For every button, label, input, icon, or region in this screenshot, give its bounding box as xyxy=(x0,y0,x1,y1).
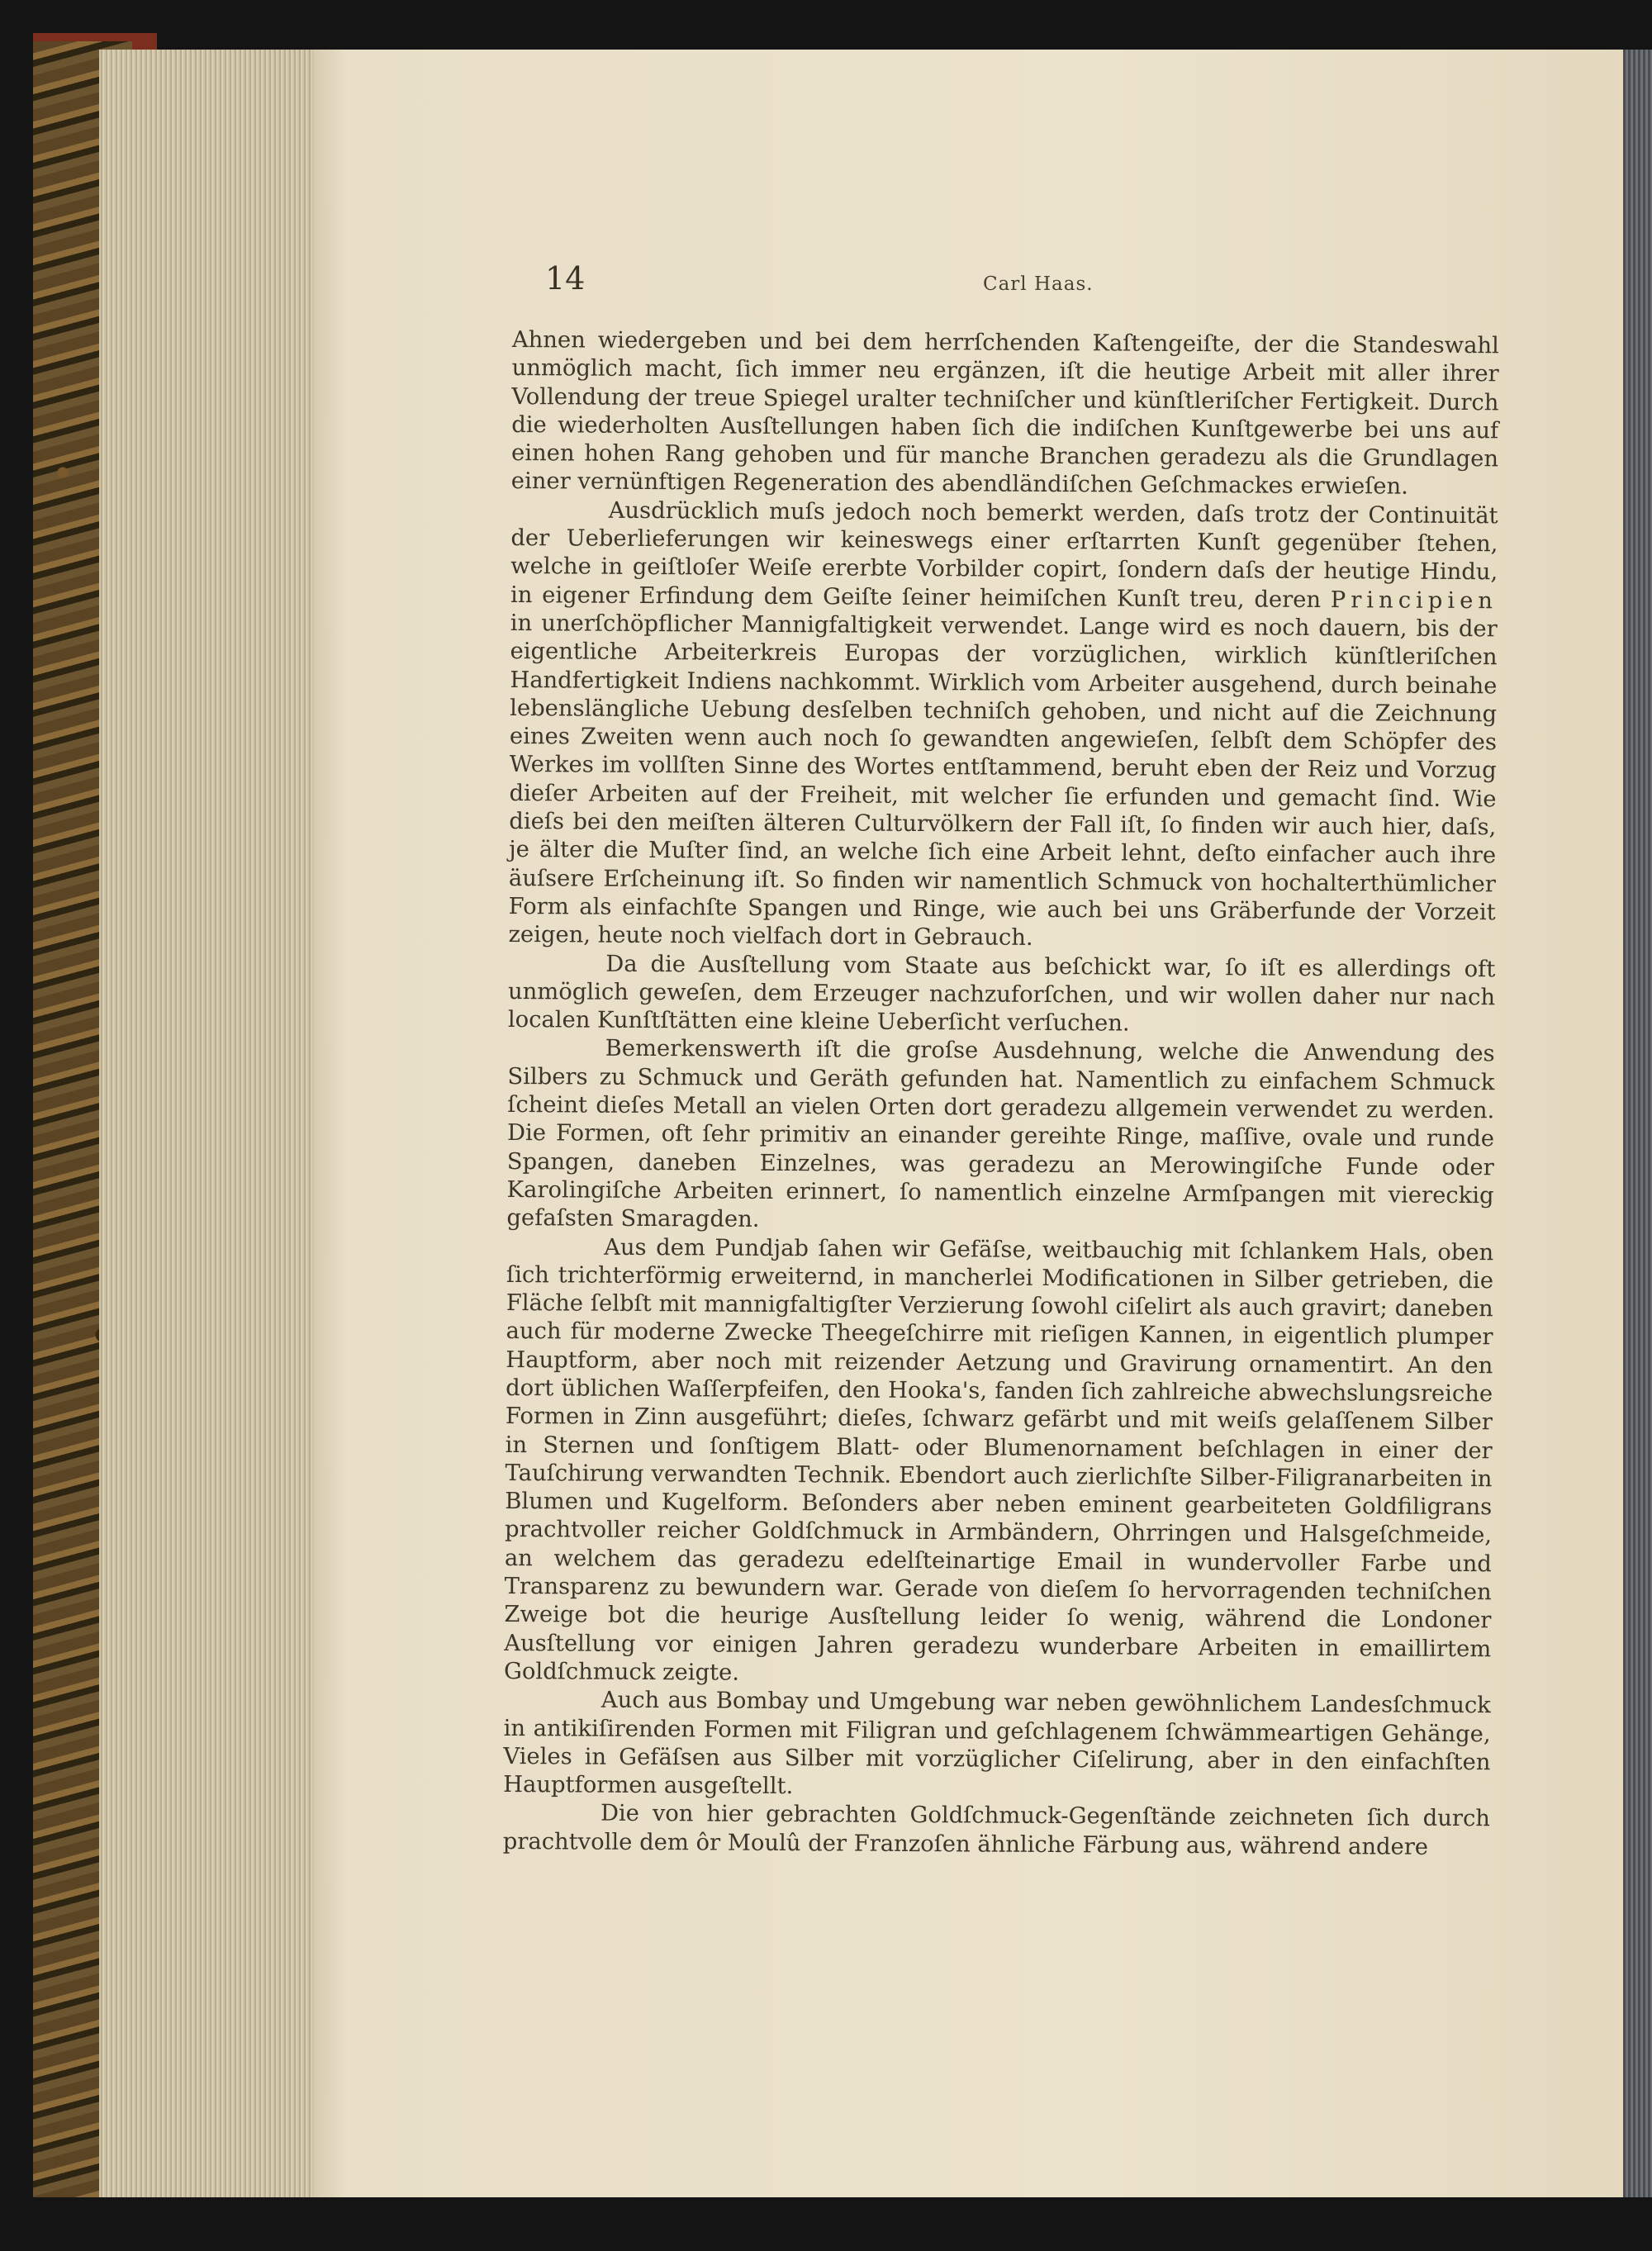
paragraph-1: Ahnen wiedergeben und bei dem herrſchenden Kaſtengeiſte, der die Standeswahl unmöglich macht, ſich immer neu ergänzen, iſt die heutige Arbeit mit aller ihrer Vollendung der treue Spiegel uralter techniſcher und künſtleriſcher Fertigkeit. Durch die wiederholten Ausſtellungen haben ſich die indiſchen Kunſtgewerbe bei uns auf einen hohen Rang gehoben und für manche Branchen geradezu als die Grundlagen einer vernünftigen Regeneration des abendländiſchen Geſchmackes erwieſen. xyxy=(510,326,1499,501)
paragraph-2 xyxy=(508,496,1498,956)
paragraph-5: Aus dem Pundjab ſahen wir Gefäſse, weitbauchig mit ſchlankem Hals, oben ſich trichterförmig erweiternd, in mancherlei Modificationen in Silber getrieben, die Fläche ſelbſt mit mannigfaltigſter Verzierung ſowohl ciſelirt als auch gravirt; daneben auch für moderne Zwecke Theegeſchirre mit rieſigen Kannen, in eigentlich plumper Hauptform, aber noch mit reizender Aetzung und Gravirung ornamentirt. An den dort üblichen Waſſerpfeifen, den Hooka's, fanden ſich zahlreiche abwechslungsreiche Formen in Zinn ausgeführt; dieſes, ſchwarz gefärbt und mit weiſs gelaſſenem Silber in Sternen und ſonſtigem Blatt- oder Blumenornament beſchlagen in einer der Tauſchirung verwandten Technik. Ebendort auch zierlichſte Silber-Filigranarbeiten in Blumen und Kugelform. Beſonders aber neben eminent gearbeiteten Goldfiligrans prachtvoller reicher Goldſchmuck in Armbändern, Ohrringen und Halsgeſchmeide, an welchem das geradezu edelſteinartige Email in wundervoller Farbe und Transparenz zu bewundern war. Gerade von dieſem ſo hervorragenden techniſchen Zweige bot die heurige Ausſtellung leider ſo wenig, während die Londoner Ausſtellung vor einigen Jahren geradezu wunderbare Arbeiten in emaillirtem Goldſchmuck zeigte. xyxy=(503,1234,1494,1686)
spaced-word: Principien xyxy=(1330,586,1498,614)
page-edges xyxy=(99,50,314,2197)
paragraph-7: Die von hier gebrachten Goldſchmuck-Gegenſtände zeichneten ſich durch prachtvolle dem ôr Moulû der Franzoſen ähnliche Färbung aus, während andere xyxy=(502,1801,1491,1860)
running-head: Carl Haas. xyxy=(983,273,1094,295)
paragraph-4: Bemerkenswerth iſt die groſse Ausdehnung, welche die Anwendung des Silbers zu Schmuck und Geräth gefunden hat. Namentlich zu einfachem Schmuck ſcheint dieſes Metall an vielen Orten dort geradezu allgemein verwendet zu werden. Die Formen, oft ſehr primitiv an einander gereihte Ringe, maſſive, ovale und runde Spangen, daneben Einzelnes, was geradezu an Merowingiſche Funde oder Karolingiſche Arbeiten erinnert, ſo namentlich einzelne Armſpangen mit viereckig gefaſsten Smaragden. xyxy=(506,1036,1495,1233)
facing-page-edge xyxy=(1623,50,1652,2197)
page-header xyxy=(545,260,1495,310)
page-number: 14 xyxy=(545,260,586,297)
paragraph-3: Da die Ausſtellung vom Staate aus beſchickt war, ſo iſt es allerdings oft unmöglich geweſen, dem Erzeuger nachzuforſchen, und wir wollen daher nur nach localen Kunſtſtätten eine kleine Ueberſicht verſuchen. xyxy=(507,951,1496,1037)
body-text xyxy=(503,326,1499,1862)
paragraph-2-part-2: in unerſchöpflicher Mannigfaltigkeit verwendet. Lange wird es noch dauern, bis der eigentliche Arbeiterkreis Europas der vorzüglichen, wirklich künſtleriſchen Handfertigkeit Indiens nachkommt. Wirklich vom Arbeiter ausgehend, durch beinahe lebenslängliche Uebung desſelben techniſch gehoben, und nicht auf die Zeichnung eines Zweiten wenn auch noch ſo gewandten angewieſen, ſelbſt dem Schöpfer des Werkes im vollſten Sinne des Wortes entſtammend, beruht eben der Reiz und Vorzug dieſer Arbeiten auf der Freiheit, mit welcher ſie erfunden und gemacht ſind. Wie dieſs bei den meiſten älteren Culturvölkern der Fall iſt, ſo finden wir auch hier, daſs, je älter die Muſter ſind, an welche ſich eine Arbeit lehnt, deſto einfacher auch ihre äuſsere Erſcheinung iſt. So finden wir namentlich Schmuck von hochalterthümlicher Form als einfachſte Spangen und Ringe, wie auch bei uns Gräberfunde der Vorzeit zeigen, heute noch vielfach dort in Gebrauch. xyxy=(508,610,1498,952)
paragraph-2-part-1: Ausdrücklich muſs jedoch noch bemerkt werden, daſs trotz der Continuität der Ueberlieferungen wir keineswegs einer erſtarrten Kunſt gegenüber ſtehen, welche in geiſtloſer Weiſe ererbte Vorbilder copirt, ſondern daſs der heutige Hindu, in eigener Erfindung dem Geiſte ſeiner heimiſchen Kunſt treu, deren xyxy=(510,497,1498,613)
paragraph-6: Auch aus Bombay und Umgebung war neben gewöhnlichem Landesſchmuck in antikiſirenden Formen mit Filigran und geſchlagenem ſchwämmeartigen Gehänge, Vieles in Gefäſsen aus Silber mit vorzüglicher Ciſelirung, aber in den einfachſten Hauptformen ausgeſtellt. xyxy=(503,1687,1491,1800)
